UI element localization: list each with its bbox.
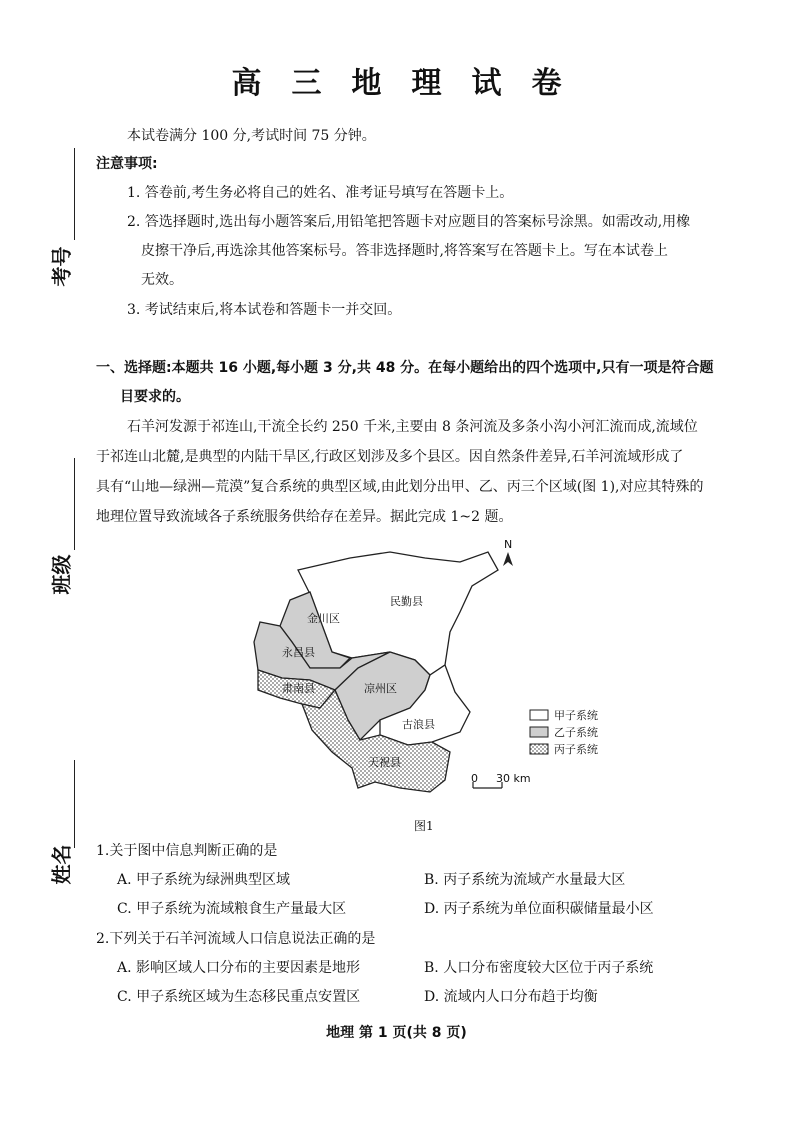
question-1-stem: 1.关于图中信息判断正确的是: [96, 843, 278, 859]
notice-item-2: 2. 答选择题时,选出每小题答案后,用铅笔把答题卡对应题目的答案标号涂黑。如需改动,用橡: [127, 214, 691, 230]
label-minqin: 民勤县: [390, 595, 423, 608]
notice-item-3: 3. 考试结束后,将本试卷和答题卡一并交回。: [127, 302, 402, 318]
scale-zero: 0: [471, 772, 478, 785]
question-2-option-d[interactable]: D. 流域内人口分布趋于均衡: [424, 989, 598, 1005]
label-yongchang: 永昌县: [282, 646, 315, 659]
question-2-option-c[interactable]: C. 甲子系统区域为生态移民重点安置区: [117, 989, 361, 1005]
question-1-option-b[interactable]: B. 丙子系统为流域产水量最大区: [424, 872, 626, 888]
question-1-option-d[interactable]: D. 丙子系统为单位面积碳储量最小区: [424, 901, 654, 917]
question-2-option-b[interactable]: B. 人口分布密度较大区位于丙子系统: [424, 960, 654, 976]
notice-heading: 注意事项:: [96, 156, 158, 172]
legend-swatch-jia: [530, 710, 548, 720]
notice-item-2-cont: 皮擦干净后,再选涂其他答案标号。答非选择题时,将答案写在答题卡上。写在本试卷上: [141, 243, 668, 259]
notice-item-2-end: 无效。: [141, 272, 183, 288]
exam-intro: 本试卷满分 100 分,考试时间 75 分钟。: [127, 128, 376, 144]
label-jinchuan: 金川区: [307, 612, 340, 625]
passage-line-3: 具有“山地—绿洲—荒漠”复合系统的典型区域,由此划分出甲、乙、丙三个区域(图 1),对应其特殊的: [96, 479, 704, 495]
section-heading: 一、选择题:本题共 16 小题,每小题 3 分,共 48 分。在每小题给出的四个选项中,只有一项是符合题: [96, 360, 714, 376]
svg-text:N: N: [504, 538, 513, 551]
legend-yi: 乙子系统: [554, 726, 598, 739]
exam-no-label: 考号: [49, 246, 74, 287]
question-1-option-c[interactable]: C. 甲子系统为流域粮食生产量最大区: [117, 901, 347, 917]
label-gulang: 古浪县: [402, 718, 435, 731]
legend-swatch-yi: [530, 727, 548, 737]
class-label: 班级: [49, 554, 74, 595]
notice-item-1: 1. 答卷前,考生务必将自己的姓名、准考证号填写在答题卡上。: [127, 185, 514, 201]
north-arrow-icon: [503, 538, 513, 566]
section-heading-cont: 目要求的。: [120, 389, 190, 405]
class-line: [74, 458, 75, 550]
passage-line-4: 地理位置导致流域各子系统服务供给存在差异。据此完成 1~2 题。: [96, 509, 513, 525]
page-title: 高三地理试卷: [231, 66, 592, 101]
passage-line-2: 于祁连山北麓,是典型的内陆干旱区,行政区划涉及多个县区。因自然条件差异,石羊河流域形成了: [96, 449, 684, 465]
figure-caption: 图1: [414, 819, 434, 833]
label-tianzhu: 天祝县: [368, 756, 401, 769]
question-1-option-a[interactable]: A. 甲子系统为绿洲典型区域: [117, 872, 291, 888]
name-label: 姓名: [49, 844, 74, 885]
exam-no-line: [74, 148, 75, 240]
passage-line-1: 石羊河发源于祁连山,干流全长约 250 千米,主要由 8 条河流及多条小沟小河汇流而成,流域位: [127, 419, 698, 435]
question-2-option-a[interactable]: A. 影响区域人口分布的主要因素是地形: [117, 960, 361, 976]
label-liangzhou: 凉州区: [364, 682, 397, 695]
question-2-stem: 2.下列关于石羊河流域人口信息说法正确的是: [96, 931, 376, 947]
page-footer: 地理 第 1 页(共 8 页): [326, 1025, 467, 1041]
scale-end: 30 km: [496, 772, 531, 785]
legend-jia: 甲子系统: [554, 709, 598, 722]
legend-swatch-bing: [530, 744, 548, 754]
scale-bar: [471, 772, 531, 788]
figure-map: [240, 530, 620, 820]
name-line: [74, 760, 75, 848]
legend-bing: 丙子系统: [554, 743, 598, 756]
label-sunan: 肃南县: [282, 682, 315, 695]
